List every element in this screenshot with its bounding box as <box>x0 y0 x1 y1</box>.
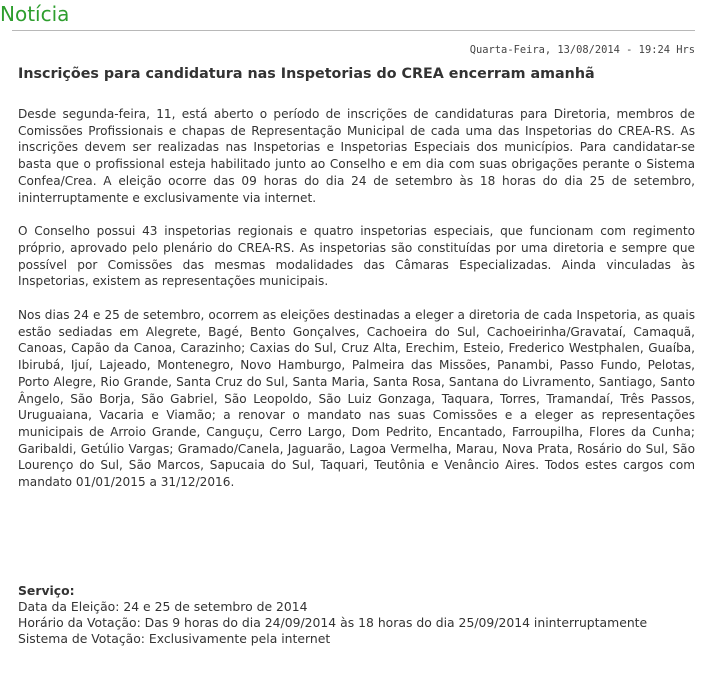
service-title: Serviço: <box>18 583 75 598</box>
service-voting-hours: Horário da Votação: Das 9 horas do dia 24/09/2014 às 18 horas do dia 25/09/2014 ininterruptamente <box>18 615 648 630</box>
article-paragraph: Desde segunda-feira, 11, está aberto o período de inscrições de candidaturas para Diretoria, membros de Comissões Profissionais e chapas de Representação Municipal de cada uma das Inspetorias do CREA-RS. As inscrições devem ser realizadas nas Inspetorias e Inspetorias Especiais dos municípios. Para candidatar-se basta que o profissional esteja habilitado junto ao Conselho e em dia com suas obrigações perante o Sistema Confea/Crea. A eleição ocorre das 09 horas do dia 24 de setembro às 18 horas do dia 25 de setembro, ininterruptamente e exclusivamente via internet. <box>18 107 695 205</box>
article-body <box>18 106 695 508</box>
article-headline: Inscrições para candidatura nas Inspetorias do CREA encerram amanhã <box>18 66 595 82</box>
page-header <box>0 0 713 32</box>
article-paragraph: O Conselho possui 43 inspetorias regionais e quatro inspetorias especiais, que funcionam com regimento próprio, aprovado pelo plenário do CREA-RS. As inspetorias são constituídas por uma diretoria e sempre que possível por Comissões das mesmas modalidades das Câmaras Especializadas. Ainda vinculadas às Inspetorias, existem as representações municipais. <box>18 224 695 289</box>
article-paragraph: Nos dias 24 e 25 de setembro, ocorrem as eleições destinadas a eleger a diretoria de cada Inspetoria, as quais estão sediadas em Alegrete, Bagé, Bento Gonçalves, Cachoeira do Sul, Cachoeirinha/Gravataí, Camaquã, Canoas, Capão da Canoa, Carazinho; Caxias do Sul, Cruz Alta, Erechim, Esteio, Frederico Westphalen, Guaíba, Ibirubá, Ijuí, Lajeado, Montenegro, Novo Hamburgo, Palmeira das Missões, Panambi, Passo Fundo, Pelotas, Porto Alegre, Rio Grande, Santa Cruz do Sul, Santa Maria, Santa Rosa, Santana do Livramento, Santiago, Santo Ângelo, São Borja, São Gabriel, São Leopoldo, São Luiz Gonzaga, Taquara, Torres, Tramandaí, Três Passos, Uruguaiana, Vacaria e Viamão; a renovar o mandato nas suas Comissões e a eleger as representações municipais de Arroio Grande, Canguçu, Cerro Largo, Dom Pedrito, Encantado, Farroupilha, Flores da Cunha; Garibaldi, Getúlio Vargas; Gramado/Canela, Jaguarão, Lagoa Vermelha, Marau, Nova Prata, Rosário do Sul, São Lourenço do Sul, São Marcos, Sapucaia do Sul, Taquari, Teutônia e Venâncio Aires. Todos estes cargos com mandato 01/01/2015 a 31/12/2016. <box>18 308 695 490</box>
service-voting-system: Sistema de Votação: Exclusivamente pela internet <box>18 631 331 646</box>
header-divider <box>12 30 695 31</box>
article-dateline: Quarta-Feira, 13/08/2014 - 19:24 Hrs <box>469 44 695 56</box>
service-election-date: Data da Eleição: 24 e 25 de setembro de 2014 <box>18 599 308 614</box>
service-info <box>18 583 695 647</box>
section-title: Notícia <box>0 2 70 26</box>
